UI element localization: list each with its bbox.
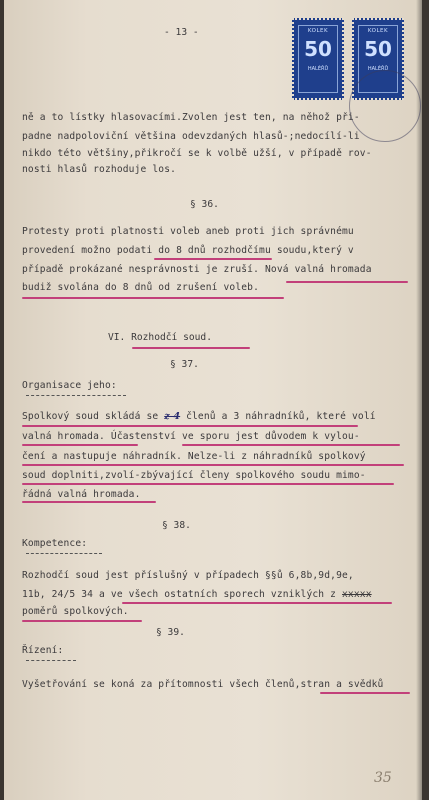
text-line: Protesty proti platnosti voleb aneb proti jich správnému (22, 226, 354, 237)
text-line: poměrů spolkových. (22, 606, 129, 617)
subheading-rizeni: Řízení: (22, 645, 64, 656)
subheading-organisace: Organisace jeho: (22, 380, 117, 391)
document-page (4, 0, 422, 800)
text-segment: Spolkový soud skládá se (22, 411, 165, 422)
text-line: čení a nastupuje náhradník. Nelze-li z náhradníků spolkový (22, 451, 366, 462)
highlight-underline (154, 258, 272, 260)
highlight-underline (22, 297, 284, 299)
highlight-underline (22, 425, 358, 427)
highlight-underline (22, 620, 142, 622)
revenue-stamp-1 (292, 18, 344, 100)
highlight-underline (286, 281, 408, 283)
dashed-underline (26, 660, 76, 661)
highlight-underline (22, 501, 156, 503)
highlight-underline (132, 347, 250, 349)
text-line: Rozhodčí soud jest příslušný v případech §§ů 6,8b,9d,9e, (22, 570, 354, 581)
text-line: případě prokázané nesprávnosti je zruší. Nová valná hromada (22, 264, 372, 275)
stamp-header: KOLEK (367, 28, 389, 34)
page-number: - 13 - (164, 27, 199, 38)
struck-out-text: xxxxx (342, 589, 372, 600)
section-heading-37: § 37. (170, 359, 199, 370)
text-line: Vyšetřování se koná za přítomnosti všech členů,stran a svědků (22, 679, 384, 690)
stamp-value: 50 (304, 37, 332, 61)
chapter-heading: VI. Rozhodčí soud. (108, 332, 212, 343)
section-heading-36: § 36. (190, 199, 219, 210)
section-heading-39: § 39. (156, 627, 185, 638)
handwritten-page-number: 35 (374, 770, 392, 786)
highlight-underline (22, 483, 394, 485)
stamp-currency: HALÉŘŮ (367, 66, 389, 72)
text-line: budiž svolána do 8 dnů od zrušení voleb. (22, 282, 260, 293)
text-line: řádná valná hromada. (22, 489, 141, 500)
text-line: padne nadpoloviční většina odevzdaných hlasů-;nedocílí-li (22, 131, 360, 142)
dashed-underline (26, 553, 102, 554)
text-line (22, 589, 372, 600)
text-line (22, 411, 376, 422)
handwritten-correction: z 4 (164, 411, 181, 422)
text-line: ně a to lístky hlasovacími.Zvolen jest ten, na něhož při- (22, 112, 360, 123)
highlight-underline (122, 602, 392, 604)
highlight-underline (22, 464, 404, 466)
text-line: nosti hlasů rozhoduje los. (22, 164, 177, 175)
text-segment: členů a 3 náhradníků, které volí (180, 411, 376, 422)
subheading-kompetence: Kompetence: (22, 538, 88, 549)
text-line: nikdo této většiny,přikročí se k volbě užší, v případě rov- (22, 148, 372, 159)
text-line: valná hromada. Účastenství ve sporu jest důvodem k vylou- (22, 431, 360, 442)
stamp-value: 50 (364, 37, 392, 61)
highlight-underline (182, 444, 400, 446)
dashed-underline (26, 395, 126, 396)
section-heading-38: § 38. (162, 520, 191, 531)
stamp-header: KOLEK (307, 28, 329, 34)
text-segment: 11b, 24/5 34 a ve všech ostatních sporech vzniklých z (22, 589, 342, 600)
text-line: soud doplniti,zvolí-zbývající členy spolkového soudu mimo- (22, 470, 366, 481)
stamp-currency: HALÉŘŮ (307, 66, 329, 72)
highlight-underline (320, 692, 410, 694)
highlight-underline (22, 444, 138, 446)
text-line: provedení možno podati do 8 dnů rozhodčímu soudu,který v (22, 245, 354, 256)
